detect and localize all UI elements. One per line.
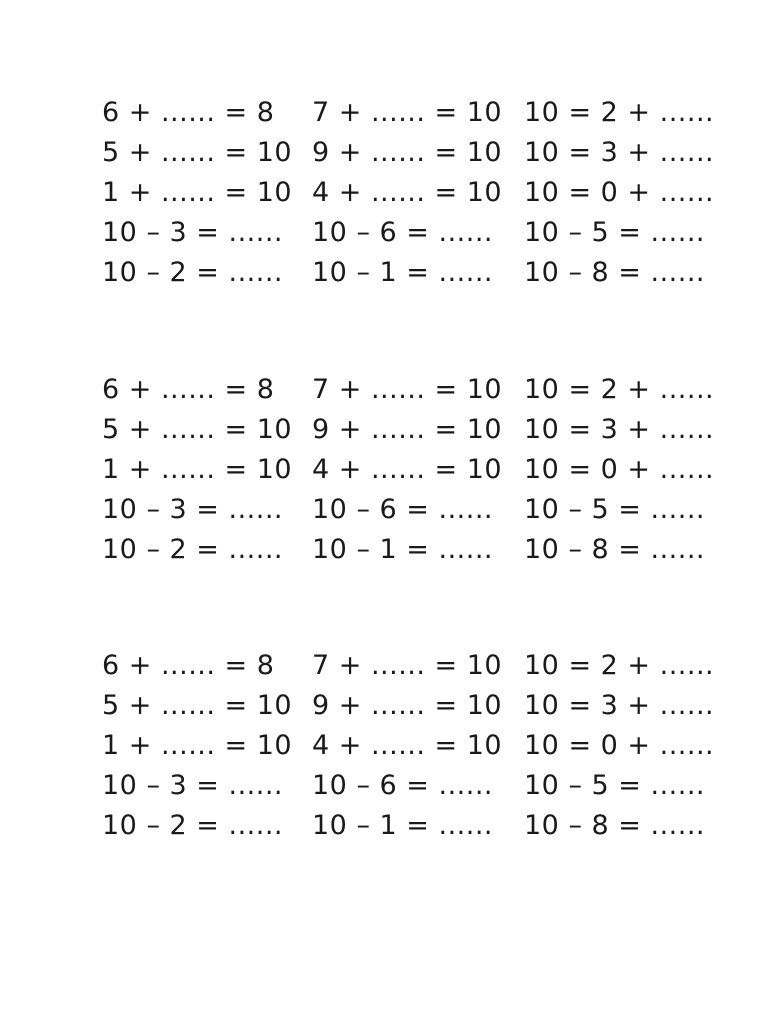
math-problem: 1 + ...... = 10 xyxy=(102,454,293,485)
problem-column xyxy=(524,93,724,293)
math-problem: 9 + ...... = 10 xyxy=(312,414,503,445)
math-problem: 10 – 6 = ...... xyxy=(312,770,493,801)
math-problem: 4 + ...... = 10 xyxy=(312,177,503,208)
math-problem: 6 + ...... = 8 xyxy=(102,374,275,405)
math-problem: 7 + ...... = 10 xyxy=(312,374,503,405)
math-problem: 10 – 1 = ...... xyxy=(312,810,493,841)
math-problem: 5 + ...... = 10 xyxy=(102,137,293,168)
math-problem: 10 – 6 = ...... xyxy=(312,217,493,248)
math-problem: 10 = 3 + ...... xyxy=(524,690,715,721)
problem-column xyxy=(102,646,302,846)
problem-column xyxy=(102,370,302,570)
problem-block-3 xyxy=(0,646,768,846)
math-problem: 10 = 0 + ...... xyxy=(524,730,715,761)
math-problem: 10 – 1 = ...... xyxy=(312,257,493,288)
math-problem: 10 – 2 = ...... xyxy=(102,810,283,841)
problem-column xyxy=(102,93,302,293)
math-problem: 10 – 6 = ...... xyxy=(312,494,493,525)
math-problem: 10 – 8 = ...... xyxy=(524,810,705,841)
math-problem: 10 = 0 + ...... xyxy=(524,177,715,208)
math-problem: 7 + ...... = 10 xyxy=(312,650,503,681)
math-problem: 10 – 3 = ...... xyxy=(102,494,283,525)
problem-block-2 xyxy=(0,370,768,570)
math-problem: 4 + ...... = 10 xyxy=(312,730,503,761)
math-problem: 1 + ...... = 10 xyxy=(102,730,293,761)
math-problem: 10 – 3 = ...... xyxy=(102,770,283,801)
math-problem: 10 = 3 + ...... xyxy=(524,414,715,445)
math-problem: 6 + ...... = 8 xyxy=(102,97,275,128)
math-problem: 10 – 5 = ...... xyxy=(524,494,705,525)
problem-column xyxy=(524,646,724,846)
math-problem: 1 + ...... = 10 xyxy=(102,177,293,208)
math-problem: 7 + ...... = 10 xyxy=(312,97,503,128)
math-problem: 10 = 2 + ...... xyxy=(524,374,715,405)
math-problem: 9 + ...... = 10 xyxy=(312,137,503,168)
problem-column xyxy=(312,370,512,570)
math-problem: 10 – 3 = ...... xyxy=(102,217,283,248)
math-problem: 9 + ...... = 10 xyxy=(312,690,503,721)
math-problem: 5 + ...... = 10 xyxy=(102,414,293,445)
math-problem: 10 = 2 + ...... xyxy=(524,650,715,681)
math-problem: 10 – 8 = ...... xyxy=(524,257,705,288)
math-problem: 10 – 5 = ...... xyxy=(524,217,705,248)
math-problem: 10 – 1 = ...... xyxy=(312,534,493,565)
math-problem: 6 + ...... = 8 xyxy=(102,650,275,681)
math-problem: 10 = 0 + ...... xyxy=(524,454,715,485)
math-problem: 4 + ...... = 10 xyxy=(312,454,503,485)
math-problem: 10 = 3 + ...... xyxy=(524,137,715,168)
math-problem: 10 = 2 + ...... xyxy=(524,97,715,128)
math-problem: 10 – 5 = ...... xyxy=(524,770,705,801)
problem-column xyxy=(524,370,724,570)
math-problem: 10 – 8 = ...... xyxy=(524,534,705,565)
math-problem: 10 – 2 = ...... xyxy=(102,534,283,565)
problem-block-1 xyxy=(0,93,768,293)
problem-column xyxy=(312,93,512,293)
math-problem: 5 + ...... = 10 xyxy=(102,690,293,721)
math-problem: 10 – 2 = ...... xyxy=(102,257,283,288)
problem-column xyxy=(312,646,512,846)
